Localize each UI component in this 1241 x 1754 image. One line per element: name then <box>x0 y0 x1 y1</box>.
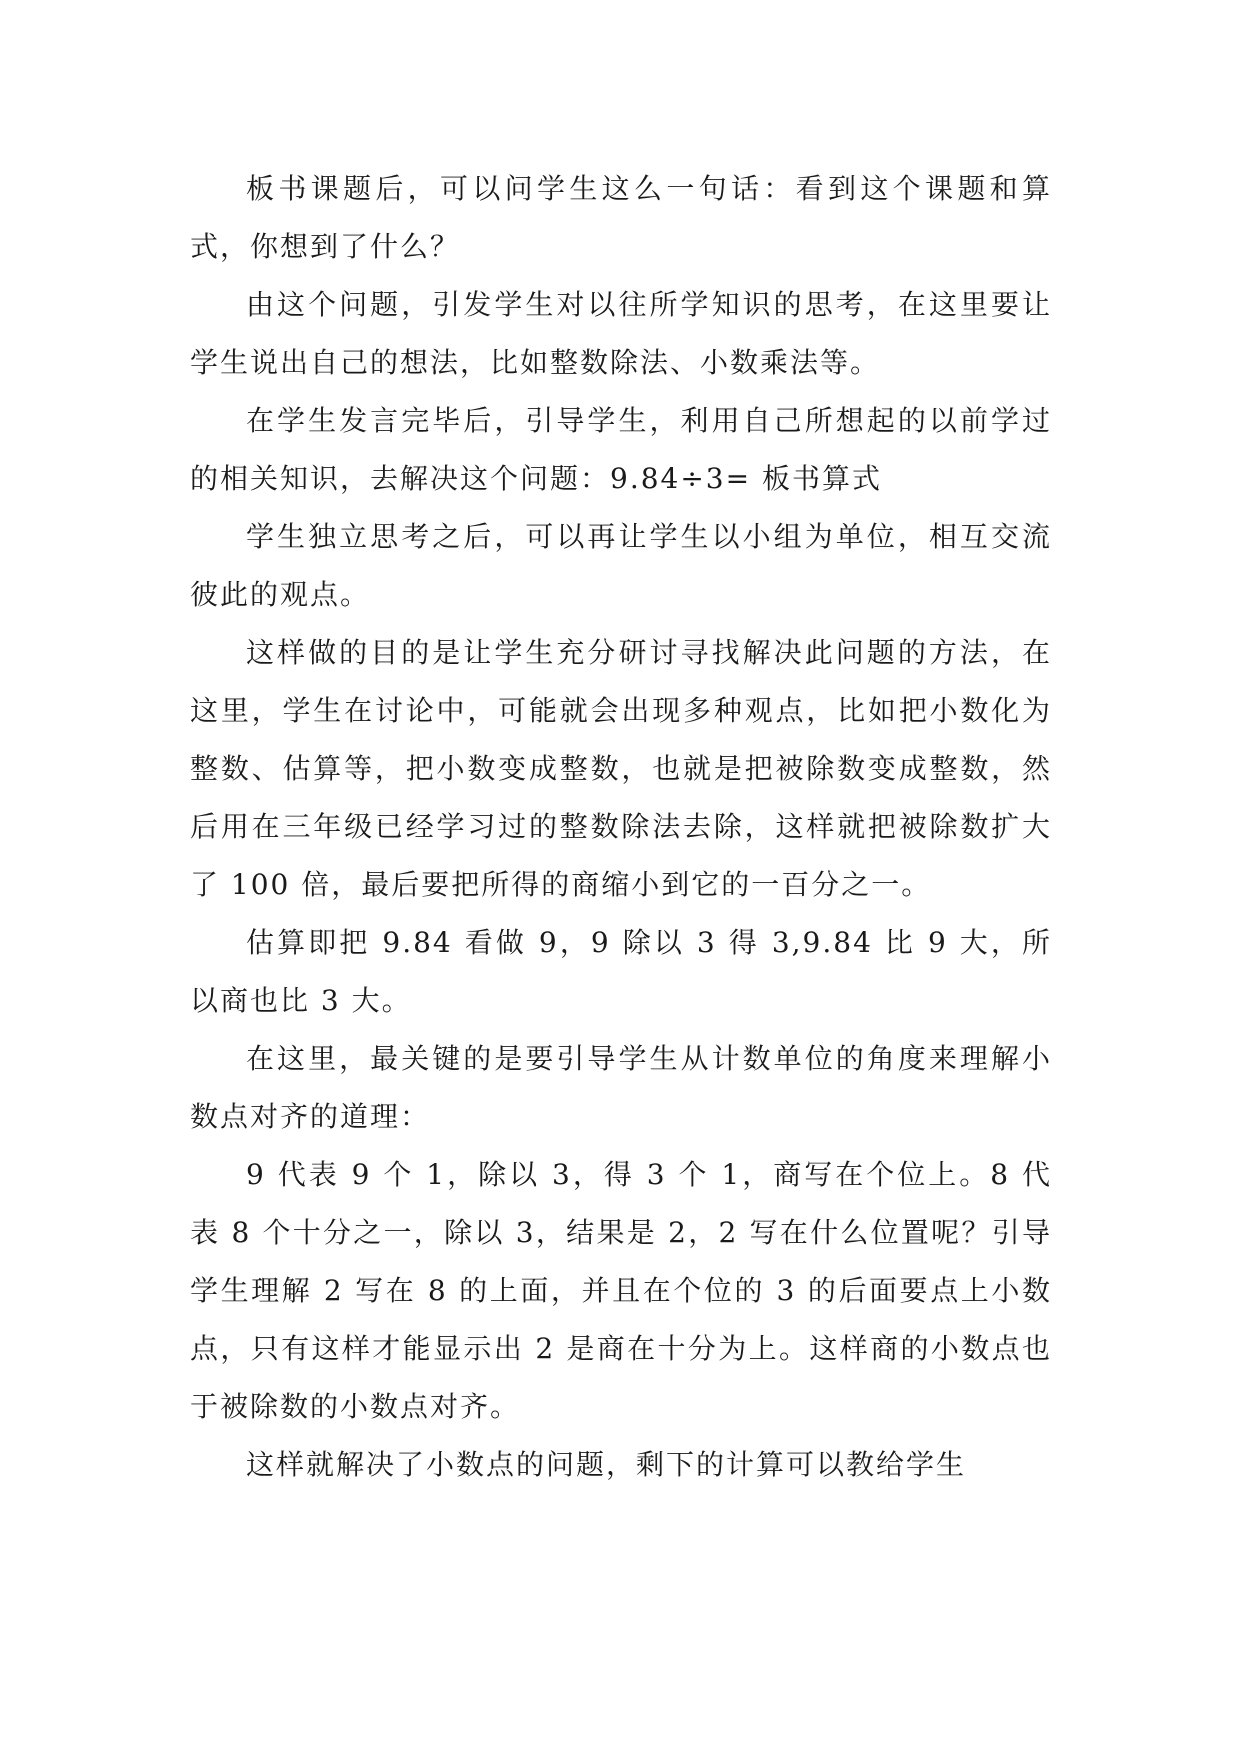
paragraph: 估算即把 9.84 看做 9，9 除以 3 得 3,9.84 比 9 大，所以商也比 3 大。 <box>190 926 1052 1017</box>
paragraph: 在这里，最关键的是要引导学生从计数单位的角度来理解小数点对齐的道理： <box>190 1042 1052 1133</box>
paragraph: 这样做的目的是让学生充分研讨寻找解决此问题的方法，在这里，学生在讨论中，可能就会出现多种观点，比如把小数化为整数、估算等，把小数变成整数，也就是把被除数变成整数，然后用在三年级已经学习过的整数除法去除，这样就把被除数扩大了 100 倍，最后要把所得的商缩小到它的一百分之一。 <box>190 636 1052 901</box>
paragraph: 由这个问题，引发学生对以往所学知识的思考，在这里要让学生说出自己的想法，比如整数除法、小数乘法等。 <box>190 288 1052 379</box>
document-body <box>190 160 1052 1494</box>
paragraph: 在学生发言完毕后，引导学生，利用自己所想起的以前学过的相关知识，去解决这个问题：9.84÷3= 板书算式 <box>190 404 1052 495</box>
paragraph: 9 代表 9 个 1，除以 3，得 3 个 1，商写在个位上。8 代表 8 个十分之一，除以 3，结果是 2，2 写在什么位置呢？引导学生理解 2 写在 8 的上面，并且在个位的 3 的后面要点上小数点，只有这样才能显示出 2 是商在十分为上。这样商的小数点也于被除数的小数点对齐。 <box>190 1158 1052 1423</box>
paragraph: 这样就解决了小数点的问题，剩下的计算可以教给学生 <box>246 1448 967 1481</box>
paragraph: 学生独立思考之后，可以再让学生以小组为单位，相互交流彼此的观点。 <box>190 520 1052 611</box>
paragraph: 板书课题后，可以问学生这么一句话：看到这个课题和算式，你想到了什么？ <box>190 172 1052 263</box>
